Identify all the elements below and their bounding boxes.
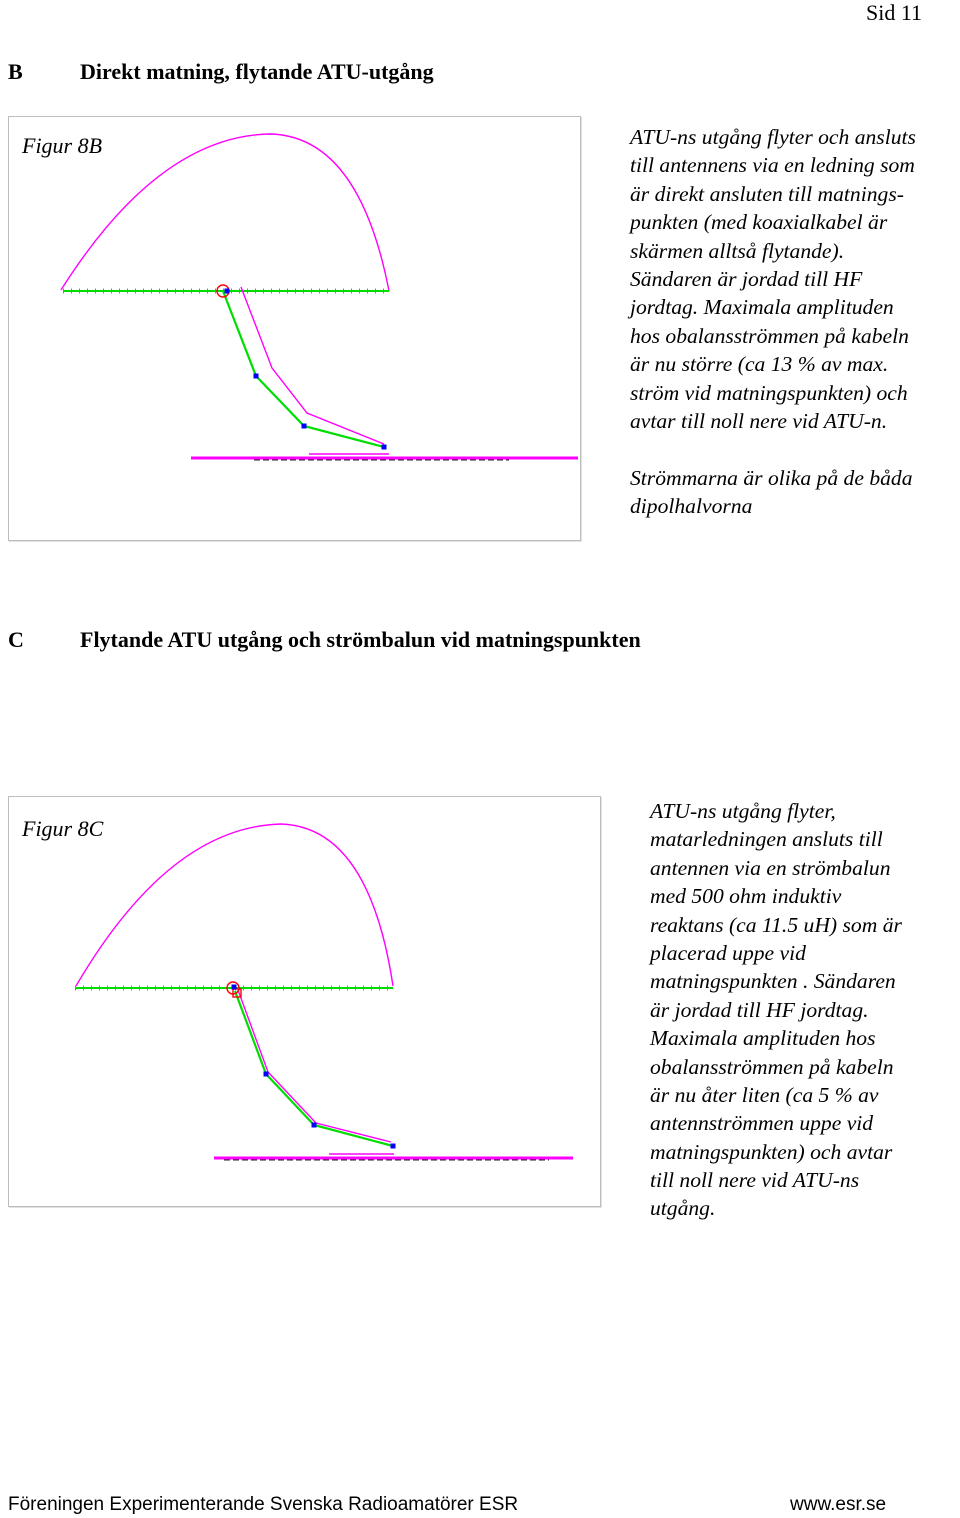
feedline-current-curve [241, 287, 384, 444]
description-line: antennen via en strömbalun [650, 855, 891, 880]
footer-organization: Föreningen Experimenterande Svenska Radioamatörer ESR [8, 1494, 519, 1515]
description-line: till noll nere vid ATU-ns [650, 1168, 860, 1193]
segment-marker [382, 445, 387, 450]
section-b-letter: B [8, 59, 23, 84]
figure-8b-label: Figur 8B [22, 133, 103, 158]
description-line: ström vid matningspunkten) och [630, 380, 908, 405]
description-line: skärmen alltså flytande). [630, 238, 845, 263]
section-c-title: Flytande ATU utgång och strömbalun vid matningspunkten [80, 627, 641, 652]
description-line: är nu större (ca 13 % av max. [630, 352, 889, 377]
segment-marker [302, 424, 307, 429]
description-line: punkten (med koaxialkabel är [630, 210, 888, 235]
description-line: Maximala amplituden hos [650, 1026, 876, 1051]
page-number: Sid 11 [866, 0, 923, 25]
description-line: utgång. [650, 1196, 716, 1221]
description-line: matningspunkten) och avtar [650, 1139, 893, 1164]
figure-8b-diagram [9, 117, 580, 540]
figure-8c-label: Figur 8C [22, 816, 104, 841]
description-line: till antennens via en ledning som [630, 153, 915, 178]
description-line: Sändaren är jordad till HF [630, 266, 863, 291]
description-line: är jordad till HF jordtag. [650, 997, 869, 1022]
note-line: dipolhalvorna [630, 494, 753, 519]
note-line: Strömmarna är olika på de båda [630, 465, 913, 490]
description-line: reaktans (ca 11.5 uH) som är [650, 912, 902, 937]
description-line: avtar till noll nere vid ATU-n. [630, 408, 888, 433]
description-line: antennströmmen uppe vid [650, 1111, 874, 1136]
dipole-current-curve [76, 824, 393, 986]
section-c-description [650, 797, 902, 1223]
figure-8b [8, 116, 581, 541]
description-line: placerad uppe vid [650, 940, 806, 965]
description-line: med 500 ohm induktiv [650, 884, 842, 909]
description-line: ATU-ns utgång flyter och ansluts [630, 125, 916, 149]
segment-marker [391, 1144, 396, 1149]
segment-marker [225, 289, 230, 294]
feedline-current-curve [238, 990, 391, 1142]
segment-marker [312, 1123, 317, 1128]
description-line: matningspunkten . Sändaren [650, 969, 896, 994]
section-c-letter: C [8, 627, 24, 652]
segment-marker [264, 1072, 269, 1077]
figure-8c [8, 796, 601, 1207]
description-line: är nu åter liten (ca 5 % av [650, 1082, 879, 1107]
description-line: obalansströmmen på kabeln [650, 1054, 894, 1079]
segment-marker [254, 374, 259, 379]
description-line: matarledningen ansluts till [650, 827, 883, 852]
description-line: är direkt ansluten till matnings- [630, 181, 904, 206]
figure-8c-diagram [9, 797, 600, 1206]
section-b-description [630, 123, 916, 520]
description-line: hos obalansströmmen på kabeln [630, 323, 909, 348]
section-b-title: Direkt matning, flytande ATU-utgång [80, 59, 434, 84]
footer-website-link[interactable]: www.esr.se [790, 1494, 887, 1515]
dipole-current-curve [61, 134, 389, 291]
segment-marker [232, 985, 237, 990]
description-line: ATU-ns utgång flyter, [650, 799, 836, 823]
description-line: jordtag. Maximala amplituden [630, 295, 894, 320]
